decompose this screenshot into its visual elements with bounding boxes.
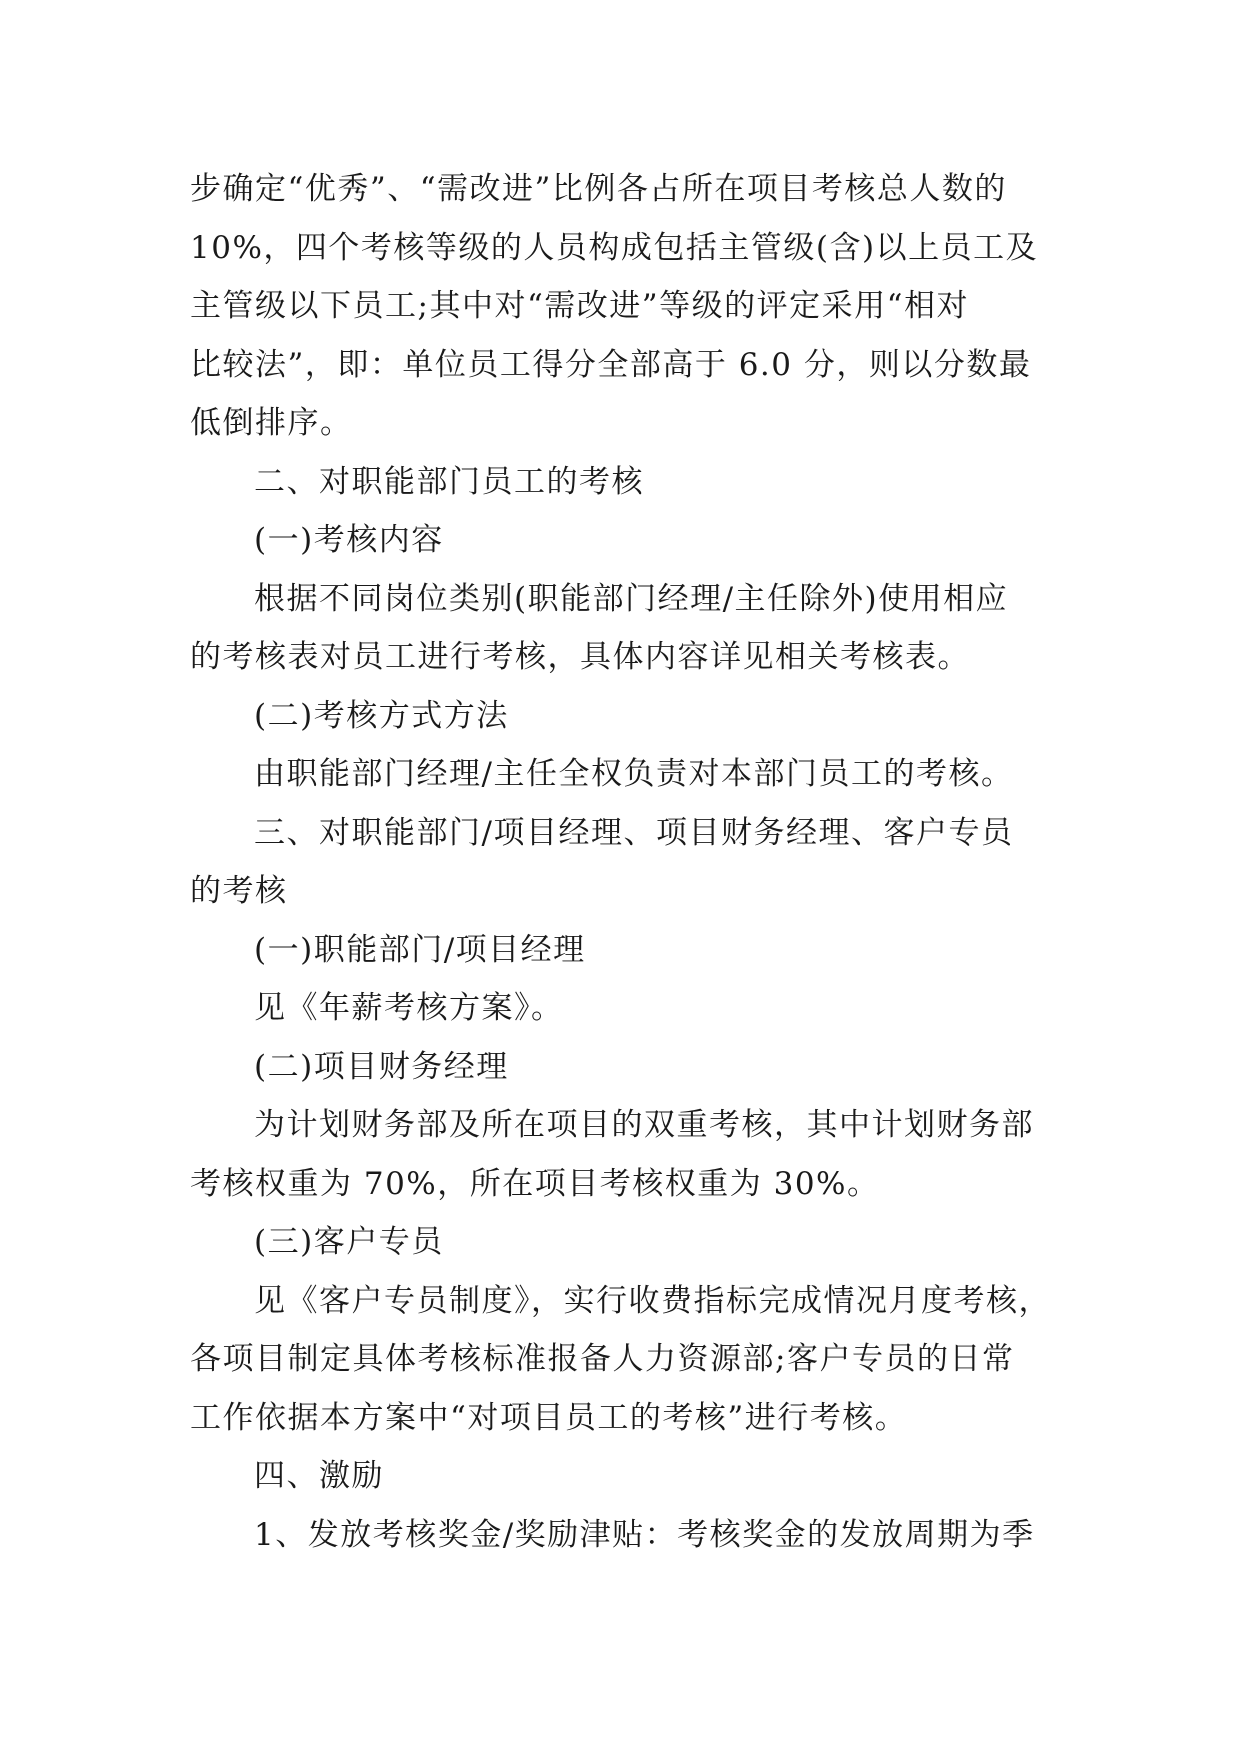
section-heading: 二、对职能部门员工的考核 [254, 463, 644, 500]
document-body [190, 160, 1070, 1564]
text-line: 主管级以下员工;其中对“需改进”等级的评定采用“相对 [190, 288, 969, 324]
text-line: 步确定“优秀”、“需改进”比例各占所在项目考核总人数的 [190, 171, 1007, 207]
subsection-heading: (三)客户专员 [254, 1224, 444, 1260]
text-line: 为计划财务部及所在项目的双重考核，其中计划财务部 [254, 1107, 1034, 1143]
text-line: 各项目制定具体考核标准报备人力资源部;客户专员的日常 [190, 1341, 1015, 1377]
text-line: 的考核表对员工进行考核，具体内容详见相关考核表。 [190, 639, 970, 675]
text-line: 比较法”，即：单位员工得分全部高于 6.0 分，则以分数最 [190, 346, 1032, 383]
subsection-heading: (二)考核方式方法 [254, 697, 509, 734]
section-heading-continued: 的考核 [190, 873, 288, 909]
text-line: 由职能部门经理/主任全权负责对本部门员工的考核。 [254, 756, 1014, 792]
subsection-heading: (一)职能部门/项目经理 [254, 931, 586, 968]
text-line: 工作依据本方案中“对项目员工的考核”进行考核。 [190, 1399, 908, 1436]
section-heading: 四、激励 [254, 1458, 384, 1494]
text-line: 1、发放考核奖金/奖励津贴：考核奖金的发放周期为季 [254, 1516, 1035, 1553]
text-line: 根据不同岗位类别(职能部门经理/主任除外)使用相应 [254, 580, 1009, 617]
text-line: 考核权重为 70%，所在项目考核权重为 30%。 [190, 1165, 880, 1202]
subsection-heading: (二)项目财务经理 [254, 1048, 509, 1085]
text-line: 见《客户专员制度》，实行收费指标完成情况月度考核， [254, 1282, 1051, 1319]
text-line: 10%，四个考核等级的人员构成包括主管级(含)以上员工及 [190, 229, 1039, 266]
text-line: 见《年薪考核方案》。 [254, 990, 564, 1026]
section-heading: 三、对职能部门/项目经理、项目财务经理、客户专员 [254, 814, 1014, 851]
subsection-heading: (一)考核内容 [254, 522, 444, 558]
text-line: 低倒排序。 [190, 405, 353, 441]
